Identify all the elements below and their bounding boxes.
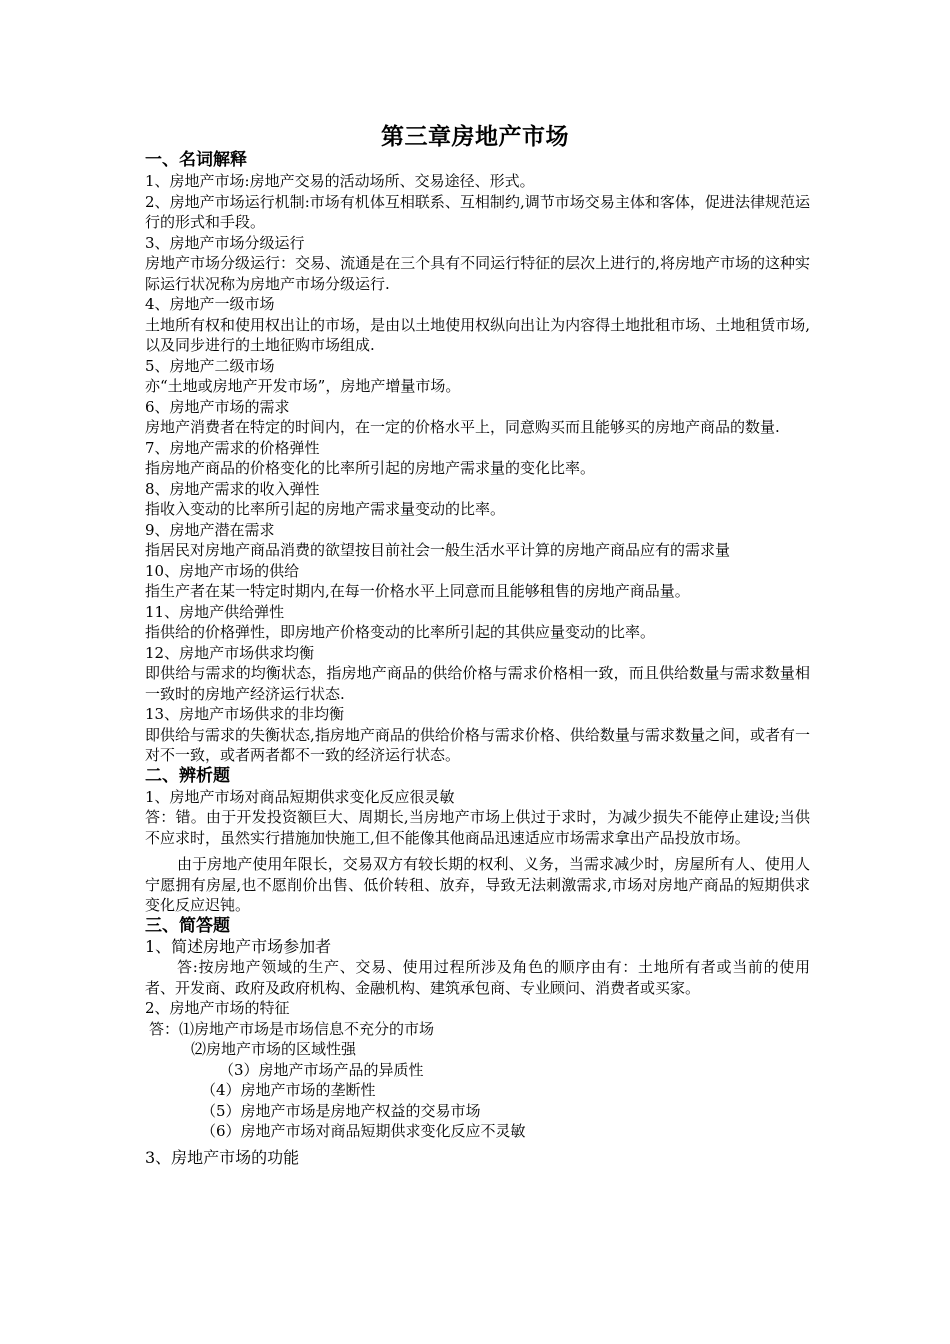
feature-item-4: （4）房地产市场的垄断性 bbox=[201, 1081, 376, 1099]
term-11-heading: 11、房地产供给弹性 bbox=[145, 602, 285, 621]
term-7-heading: 7、房地产需求的价格弹性 bbox=[145, 438, 320, 457]
term-13-definition: 即供给与需求的失衡状态,指房地产商品的供给价格与需求价格、供给数量与需求数量之间，或者有一对不一致，或者两者都不一致的经济运行状态。 bbox=[145, 725, 810, 764]
term-8-definition: 指收入变动的比率所引起的房地产需求量变动的比率。 bbox=[145, 500, 506, 518]
term-7-definition: 指房地产商品的价格变化的比率所引起的房地产需求量的变化比率。 bbox=[145, 459, 596, 477]
term-11-definition: 指供给的价格弹性，即房地产价格变动的比率所引起的其供应量变动的比率。 bbox=[145, 623, 656, 641]
feature-item-2: ⑵房地产市场的区域性强 bbox=[191, 1040, 357, 1058]
term-5-definition: 亦“土地或房地产开发市场”，房地产增量市场。 bbox=[145, 377, 461, 395]
short-question-2: 2、房地产市场的特征 bbox=[145, 999, 290, 1017]
short-answer-1-text: 答:按房地产领域的生产、交易、使用过程所涉及角色的顺序由有：土地所有者或当前的使用者、开发商、政府及政府机构、金融机构、建筑承包商、专业顾问、消费者或买家。 bbox=[145, 958, 810, 997]
term-10-definition: 指生产者在某一特定时期内,在每一价格水平上同意而且能够租售的房地产商品量。 bbox=[145, 582, 690, 600]
term-13-heading: 13、房地产市场供求的非均衡 bbox=[145, 705, 345, 723]
feature-item-3: （3）房地产市场产品的异质性 bbox=[219, 1060, 424, 1079]
term-6-heading: 6、房地产市场的需求 bbox=[145, 397, 290, 416]
analysis-question: 1、房地产市场对商品短期供求变化反应很灵敏 bbox=[145, 787, 455, 806]
term-12-heading: 12、房地产市场供求均衡 bbox=[145, 643, 315, 662]
short-answer-1 bbox=[145, 957, 810, 998]
term-5-heading: 5、房地产二级市场 bbox=[145, 356, 275, 375]
section-heading-short-answer: 三、简答题 bbox=[145, 915, 230, 936]
feature-item-6: （6）房地产市场对商品短期供求变化反应不灵敏 bbox=[201, 1122, 526, 1140]
term-4-definition: 土地所有权和使用权出让的市场，是由以土地使用权纵向出让为内容得土地批租市场、土地租赁市场,以及同步进行的土地征购市场组成. bbox=[145, 315, 810, 354]
section-heading-analysis: 二、辨析题 bbox=[145, 765, 230, 786]
term-3-heading: 3、房地产市场分级运行 bbox=[145, 233, 305, 252]
term-8-heading: 8、房地产需求的收入弹性 bbox=[145, 479, 320, 498]
term-4-heading: 4、房地产一级市场 bbox=[145, 295, 275, 313]
section-heading-definitions: 一、名词解释 bbox=[145, 150, 247, 170]
term-1: 1、房地产市场:房地产交易的活动场所、交易途径、形式。 bbox=[145, 172, 535, 190]
feature-item-5: （5）房地产市场是房地产权益的交易市场 bbox=[201, 1101, 481, 1120]
term-2: 2、房地产市场运行机制:市场有机体互相联系、互相制约,调节市场交易主体和客体，促进法律规范运行的形式和手段。 bbox=[145, 192, 810, 231]
term-6-definition: 房地产消费者在特定的时间内，在一定的价格水平上，同意购买而且能够买的房地产商品的数量. bbox=[145, 418, 780, 436]
term-12-definition: 即供给与需求的均衡状态，指房地产商品的供给价格与需求价格相一致，而且供给数量与需求数量相一致时的房地产经济运行状态. bbox=[145, 664, 810, 703]
term-10-heading: 10、房地产市场的供给 bbox=[145, 561, 300, 580]
feature-item-1: 答：⑴房地产市场是市场信息不充分的市场 bbox=[149, 1019, 435, 1038]
term-9-heading: 9、房地产潜在需求 bbox=[145, 520, 275, 539]
term-9-definition: 指居民对房地产商品消费的欲望按目前社会一般生活水平计算的房地产商品应有的需求量 bbox=[145, 541, 731, 559]
term-3-definition: 房地产市场分级运行：交易、流通是在三个具有不同运行特征的层次上进行的,将房地产市场的这种实际运行状况称为房地产市场分级运行. bbox=[145, 254, 810, 293]
chapter-title: 第三章房地产市场 bbox=[381, 124, 569, 150]
short-question-1: 1、简述房地产市场参加者 bbox=[145, 936, 332, 956]
short-question-3: 3、房地产市场的功能 bbox=[145, 1147, 300, 1167]
analysis-answer-paragraph-1: 答：错。由于开发投资额巨大、周期长,当房地产市场上供过于求时，为减少损失不能停止建设;当供不应求时，虽然实行措施加快施工,但不能像其他商品迅速适应市场需求拿出产品投放市场。 bbox=[145, 808, 810, 847]
analysis-answer-text-2: 由于房地产使用年限长，交易双方有较长期的权利、义务，当需求减少时，房屋所有人、使用人宁愿拥有房屋,也不愿削价出售、低价转租、放弃，导致无法刺激需求,市场对房地产商品的短期供求变化反应迟钝。 bbox=[145, 855, 810, 914]
analysis-answer-paragraph-2 bbox=[145, 854, 810, 916]
document-body bbox=[145, 150, 810, 1168]
